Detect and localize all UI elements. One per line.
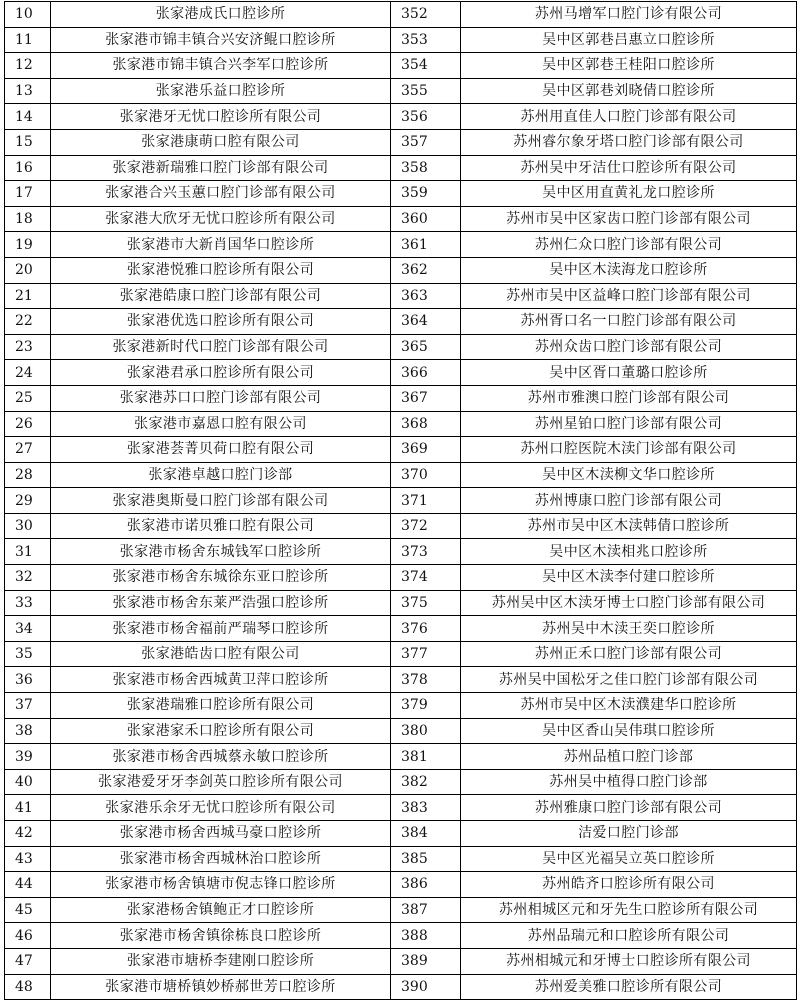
right-index-cell: 370 [391,462,461,488]
left-index-cell: 45 [5,897,51,923]
table-row [5,2,797,28]
right-clinic-name: 吴中区郭巷刘晓倩口腔诊所 [461,78,797,104]
right-clinic-name: 苏州睿尔象牙塔口腔门诊部有限公司 [461,129,797,155]
left-index-cell: 20 [5,257,51,283]
left-index-cell: 46 [5,923,51,949]
left-index-cell: 19 [5,232,51,258]
right-clinic-name: 吴中区木渎相兆口腔诊所 [461,539,797,565]
right-index-cell: 381 [391,744,461,770]
table-row [5,693,797,719]
table-row [5,78,797,104]
table-row [5,718,797,744]
right-clinic-name: 苏州口腔医院木渎门诊部有限公司 [461,437,797,463]
table-row [5,257,797,283]
left-clinic-name: 张家港牙无忧口腔诊所有限公司 [51,104,391,130]
left-index-cell: 22 [5,309,51,335]
right-index-cell: 361 [391,232,461,258]
left-index-cell: 24 [5,360,51,386]
right-index-cell: 378 [391,667,461,693]
right-clinic-name: 苏州马增军口腔门诊有限公司 [461,2,797,28]
clinic-list-table [4,1,797,1000]
right-clinic-name: 苏州众齿口腔门诊部有限公司 [461,334,797,360]
right-index-cell: 356 [391,104,461,130]
table-row [5,206,797,232]
right-clinic-name: 苏州吴中区木渎牙博士口腔门诊部有限公司 [461,590,797,616]
table-row [5,539,797,565]
right-index-cell: 390 [391,974,461,1000]
clinic-list-body [5,2,797,1000]
table-row [5,437,797,463]
left-clinic-name: 张家港瑞雅口腔诊所有限公司 [51,693,391,719]
table-row [5,948,797,974]
right-clinic-name: 吴中区香山吴伟琪口腔诊所 [461,718,797,744]
left-clinic-name: 张家港市锦丰镇合兴安济鲲口腔诊所 [51,27,391,53]
right-index-cell: 377 [391,641,461,667]
left-clinic-name: 张家港市杨舍东城徐东亚口腔诊所 [51,565,391,591]
left-clinic-name: 张家港市杨舍镇塘市倪志锋口腔诊所 [51,872,391,898]
left-index-cell: 41 [5,795,51,821]
left-index-cell: 47 [5,948,51,974]
right-clinic-name: 苏州用直佳人口腔门诊部有限公司 [461,104,797,130]
left-clinic-name: 张家港市杨舍西城蔡永敏口腔诊所 [51,744,391,770]
table-row [5,974,797,1000]
left-clinic-name: 张家港乐益口腔诊所 [51,78,391,104]
table-row [5,667,797,693]
table-row [5,360,797,386]
left-clinic-name: 张家港市大新肖国华口腔诊所 [51,232,391,258]
left-clinic-name: 张家港家禾口腔诊所有限公司 [51,718,391,744]
right-index-cell: 383 [391,795,461,821]
left-clinic-name: 张家港大欣牙无忧口腔诊所有限公司 [51,206,391,232]
right-index-cell: 384 [391,821,461,847]
left-index-cell: 16 [5,155,51,181]
left-index-cell: 10 [5,2,51,28]
right-clinic-name: 吴中区胥口董璐口腔诊所 [461,360,797,386]
right-clinic-name: 苏州正禾口腔门诊部有限公司 [461,641,797,667]
right-clinic-name: 苏州博康口腔门诊部有限公司 [461,488,797,514]
table-row [5,385,797,411]
right-index-cell: 372 [391,513,461,539]
table-row [5,846,797,872]
right-clinic-name: 苏州相城区元和牙先生口腔诊所有限公司 [461,897,797,923]
left-index-cell: 26 [5,411,51,437]
left-clinic-name: 张家港乐余牙无忧口腔诊所有限公司 [51,795,391,821]
right-clinic-name: 苏州市吴中区木渎韩倩口腔诊所 [461,513,797,539]
right-clinic-name: 苏州市吴中区木渎濮建华口腔诊所 [461,693,797,719]
table-row [5,923,797,949]
table-row [5,104,797,130]
left-clinic-name: 张家港皓齿口腔有限公司 [51,641,391,667]
left-clinic-name: 张家港市杨舍西城马豪口腔诊所 [51,821,391,847]
left-index-cell: 30 [5,513,51,539]
right-clinic-name: 苏州相城元和牙博士口腔诊所有限公司 [461,948,797,974]
right-index-cell: 367 [391,385,461,411]
left-index-cell: 40 [5,769,51,795]
left-index-cell: 21 [5,283,51,309]
right-index-cell: 358 [391,155,461,181]
left-index-cell: 28 [5,462,51,488]
right-clinic-name: 苏州吴中木渎王奕口腔诊所 [461,616,797,642]
left-index-cell: 34 [5,616,51,642]
left-index-cell: 15 [5,129,51,155]
right-clinic-name: 苏州市雅澳口腔门诊部有限公司 [461,385,797,411]
right-index-cell: 382 [391,769,461,795]
table-row [5,641,797,667]
right-index-cell: 353 [391,27,461,53]
left-clinic-name: 张家港爱牙牙李剑英口腔诊所有限公司 [51,769,391,795]
table-row [5,872,797,898]
table-row [5,821,797,847]
left-index-cell: 12 [5,53,51,79]
left-index-cell: 37 [5,693,51,719]
right-index-cell: 385 [391,846,461,872]
right-clinic-name: 苏州品植口腔门诊部 [461,744,797,770]
table-row [5,155,797,181]
table-row [5,462,797,488]
table-row [5,334,797,360]
right-clinic-name: 苏州雅康口腔门诊部有限公司 [461,795,797,821]
right-clinic-name: 苏州市吴中区益峰口腔门诊部有限公司 [461,283,797,309]
right-index-cell: 386 [391,872,461,898]
left-index-cell: 27 [5,437,51,463]
right-clinic-name: 苏州品瑞元和口腔诊所有限公司 [461,923,797,949]
left-clinic-name: 张家港奥斯曼口腔门诊部有限公司 [51,488,391,514]
right-index-cell: 380 [391,718,461,744]
left-index-cell: 11 [5,27,51,53]
right-clinic-name: 吴中区光福吴立英口腔诊所 [461,846,797,872]
left-clinic-name: 张家港市杨舍西城林治口腔诊所 [51,846,391,872]
right-clinic-name: 苏州吴中牙洁仕口腔诊所有限公司 [461,155,797,181]
left-clinic-name: 张家港市塘桥镇妙桥郝世芳口腔诊所 [51,974,391,1000]
left-index-cell: 14 [5,104,51,130]
table-row [5,283,797,309]
table-row [5,27,797,53]
table-row [5,590,797,616]
right-index-cell: 363 [391,283,461,309]
right-clinic-name: 苏州市吴中区家齿口腔门诊部有限公司 [461,206,797,232]
left-index-cell: 48 [5,974,51,1000]
left-clinic-name: 张家港市塘桥李建刚口腔诊所 [51,948,391,974]
left-clinic-name: 张家港康萌口腔有限公司 [51,129,391,155]
left-clinic-name: 张家港皓康口腔门诊部有限公司 [51,283,391,309]
table-row [5,53,797,79]
right-index-cell: 365 [391,334,461,360]
left-index-cell: 25 [5,385,51,411]
right-index-cell: 376 [391,616,461,642]
right-index-cell: 355 [391,78,461,104]
left-clinic-name: 张家港市杨舍东莱严浩强口腔诊所 [51,590,391,616]
left-clinic-name: 张家港新瑞雅口腔门诊部有限公司 [51,155,391,181]
left-clinic-name: 张家港市杨舍镇徐栋良口腔诊所 [51,923,391,949]
left-index-cell: 29 [5,488,51,514]
left-clinic-name: 张家港苏口口腔门诊部有限公司 [51,385,391,411]
table-row [5,769,797,795]
left-index-cell: 38 [5,718,51,744]
right-clinic-name: 苏州仁众口腔门诊部有限公司 [461,232,797,258]
left-index-cell: 35 [5,641,51,667]
right-clinic-name: 吴中区郭巷王桂阳口腔诊所 [461,53,797,79]
table-row [5,744,797,770]
left-index-cell: 32 [5,565,51,591]
left-clinic-name: 张家港优选口腔诊所有限公司 [51,309,391,335]
right-index-cell: 379 [391,693,461,719]
left-clinic-name: 张家港成氏口腔诊所 [51,2,391,28]
right-clinic-name: 苏州皓齐口腔诊所有限公司 [461,872,797,898]
right-index-cell: 357 [391,129,461,155]
table-row [5,181,797,207]
right-clinic-name: 苏州星铂口腔门诊部有限公司 [461,411,797,437]
left-index-cell: 42 [5,821,51,847]
right-index-cell: 389 [391,948,461,974]
right-index-cell: 375 [391,590,461,616]
right-clinic-name: 苏州爱美雅口腔诊所有限公司 [461,974,797,1000]
table-row [5,411,797,437]
right-clinic-name: 吴中区用直黄礼龙口腔诊所 [461,181,797,207]
left-index-cell: 31 [5,539,51,565]
right-index-cell: 359 [391,181,461,207]
left-index-cell: 43 [5,846,51,872]
right-clinic-name: 吴中区木渎柳文华口腔诊所 [461,462,797,488]
left-index-cell: 18 [5,206,51,232]
left-index-cell: 44 [5,872,51,898]
left-clinic-name: 张家港市诺贝雅口腔有限公司 [51,513,391,539]
right-index-cell: 371 [391,488,461,514]
left-index-cell: 17 [5,181,51,207]
left-clinic-name: 张家港卓越口腔门诊部 [51,462,391,488]
right-clinic-name: 苏州胥口名一口腔门诊部有限公司 [461,309,797,335]
left-clinic-name: 张家港合兴玉蕙口腔门诊部有限公司 [51,181,391,207]
left-index-cell: 36 [5,667,51,693]
right-index-cell: 352 [391,2,461,28]
table-row [5,309,797,335]
right-index-cell: 366 [391,360,461,386]
right-index-cell: 360 [391,206,461,232]
left-clinic-name: 张家港市锦丰镇合兴李军口腔诊所 [51,53,391,79]
left-clinic-name: 张家港市嘉恩口腔有限公司 [51,411,391,437]
right-index-cell: 373 [391,539,461,565]
table-row [5,513,797,539]
left-clinic-name: 张家港市杨舍西城黄卫萍口腔诊所 [51,667,391,693]
right-clinic-name: 吴中区木渎海龙口腔诊所 [461,257,797,283]
table-row [5,897,797,923]
left-clinic-name: 张家港君承口腔诊所有限公司 [51,360,391,386]
right-index-cell: 368 [391,411,461,437]
right-index-cell: 364 [391,309,461,335]
table-row [5,795,797,821]
right-index-cell: 362 [391,257,461,283]
right-clinic-name: 洁爱口腔门诊部 [461,821,797,847]
right-index-cell: 369 [391,437,461,463]
left-clinic-name: 张家港杨舍镇鲍正才口腔诊所 [51,897,391,923]
right-index-cell: 374 [391,565,461,591]
left-index-cell: 33 [5,590,51,616]
left-index-cell: 13 [5,78,51,104]
left-index-cell: 23 [5,334,51,360]
table-row [5,616,797,642]
left-clinic-name: 张家港悦雅口腔诊所有限公司 [51,257,391,283]
table-row [5,232,797,258]
right-clinic-name: 吴中区木渎李付建口腔诊所 [461,565,797,591]
table-row [5,488,797,514]
left-clinic-name: 张家港市杨舍福前严瑞琴口腔诊所 [51,616,391,642]
right-index-cell: 387 [391,897,461,923]
left-index-cell: 39 [5,744,51,770]
right-index-cell: 354 [391,53,461,79]
table-row [5,565,797,591]
right-index-cell: 388 [391,923,461,949]
right-clinic-name: 苏州吴中植得口腔门诊部 [461,769,797,795]
left-clinic-name: 张家港新时代口腔门诊部有限公司 [51,334,391,360]
table-row [5,129,797,155]
right-clinic-name: 苏州吴中国松牙之佳口腔门诊部有限公司 [461,667,797,693]
right-clinic-name: 吴中区郭巷吕惠立口腔诊所 [461,27,797,53]
left-clinic-name: 张家港市杨舍东城钱军口腔诊所 [51,539,391,565]
left-clinic-name: 张家港荟菁贝荷口腔有限公司 [51,437,391,463]
